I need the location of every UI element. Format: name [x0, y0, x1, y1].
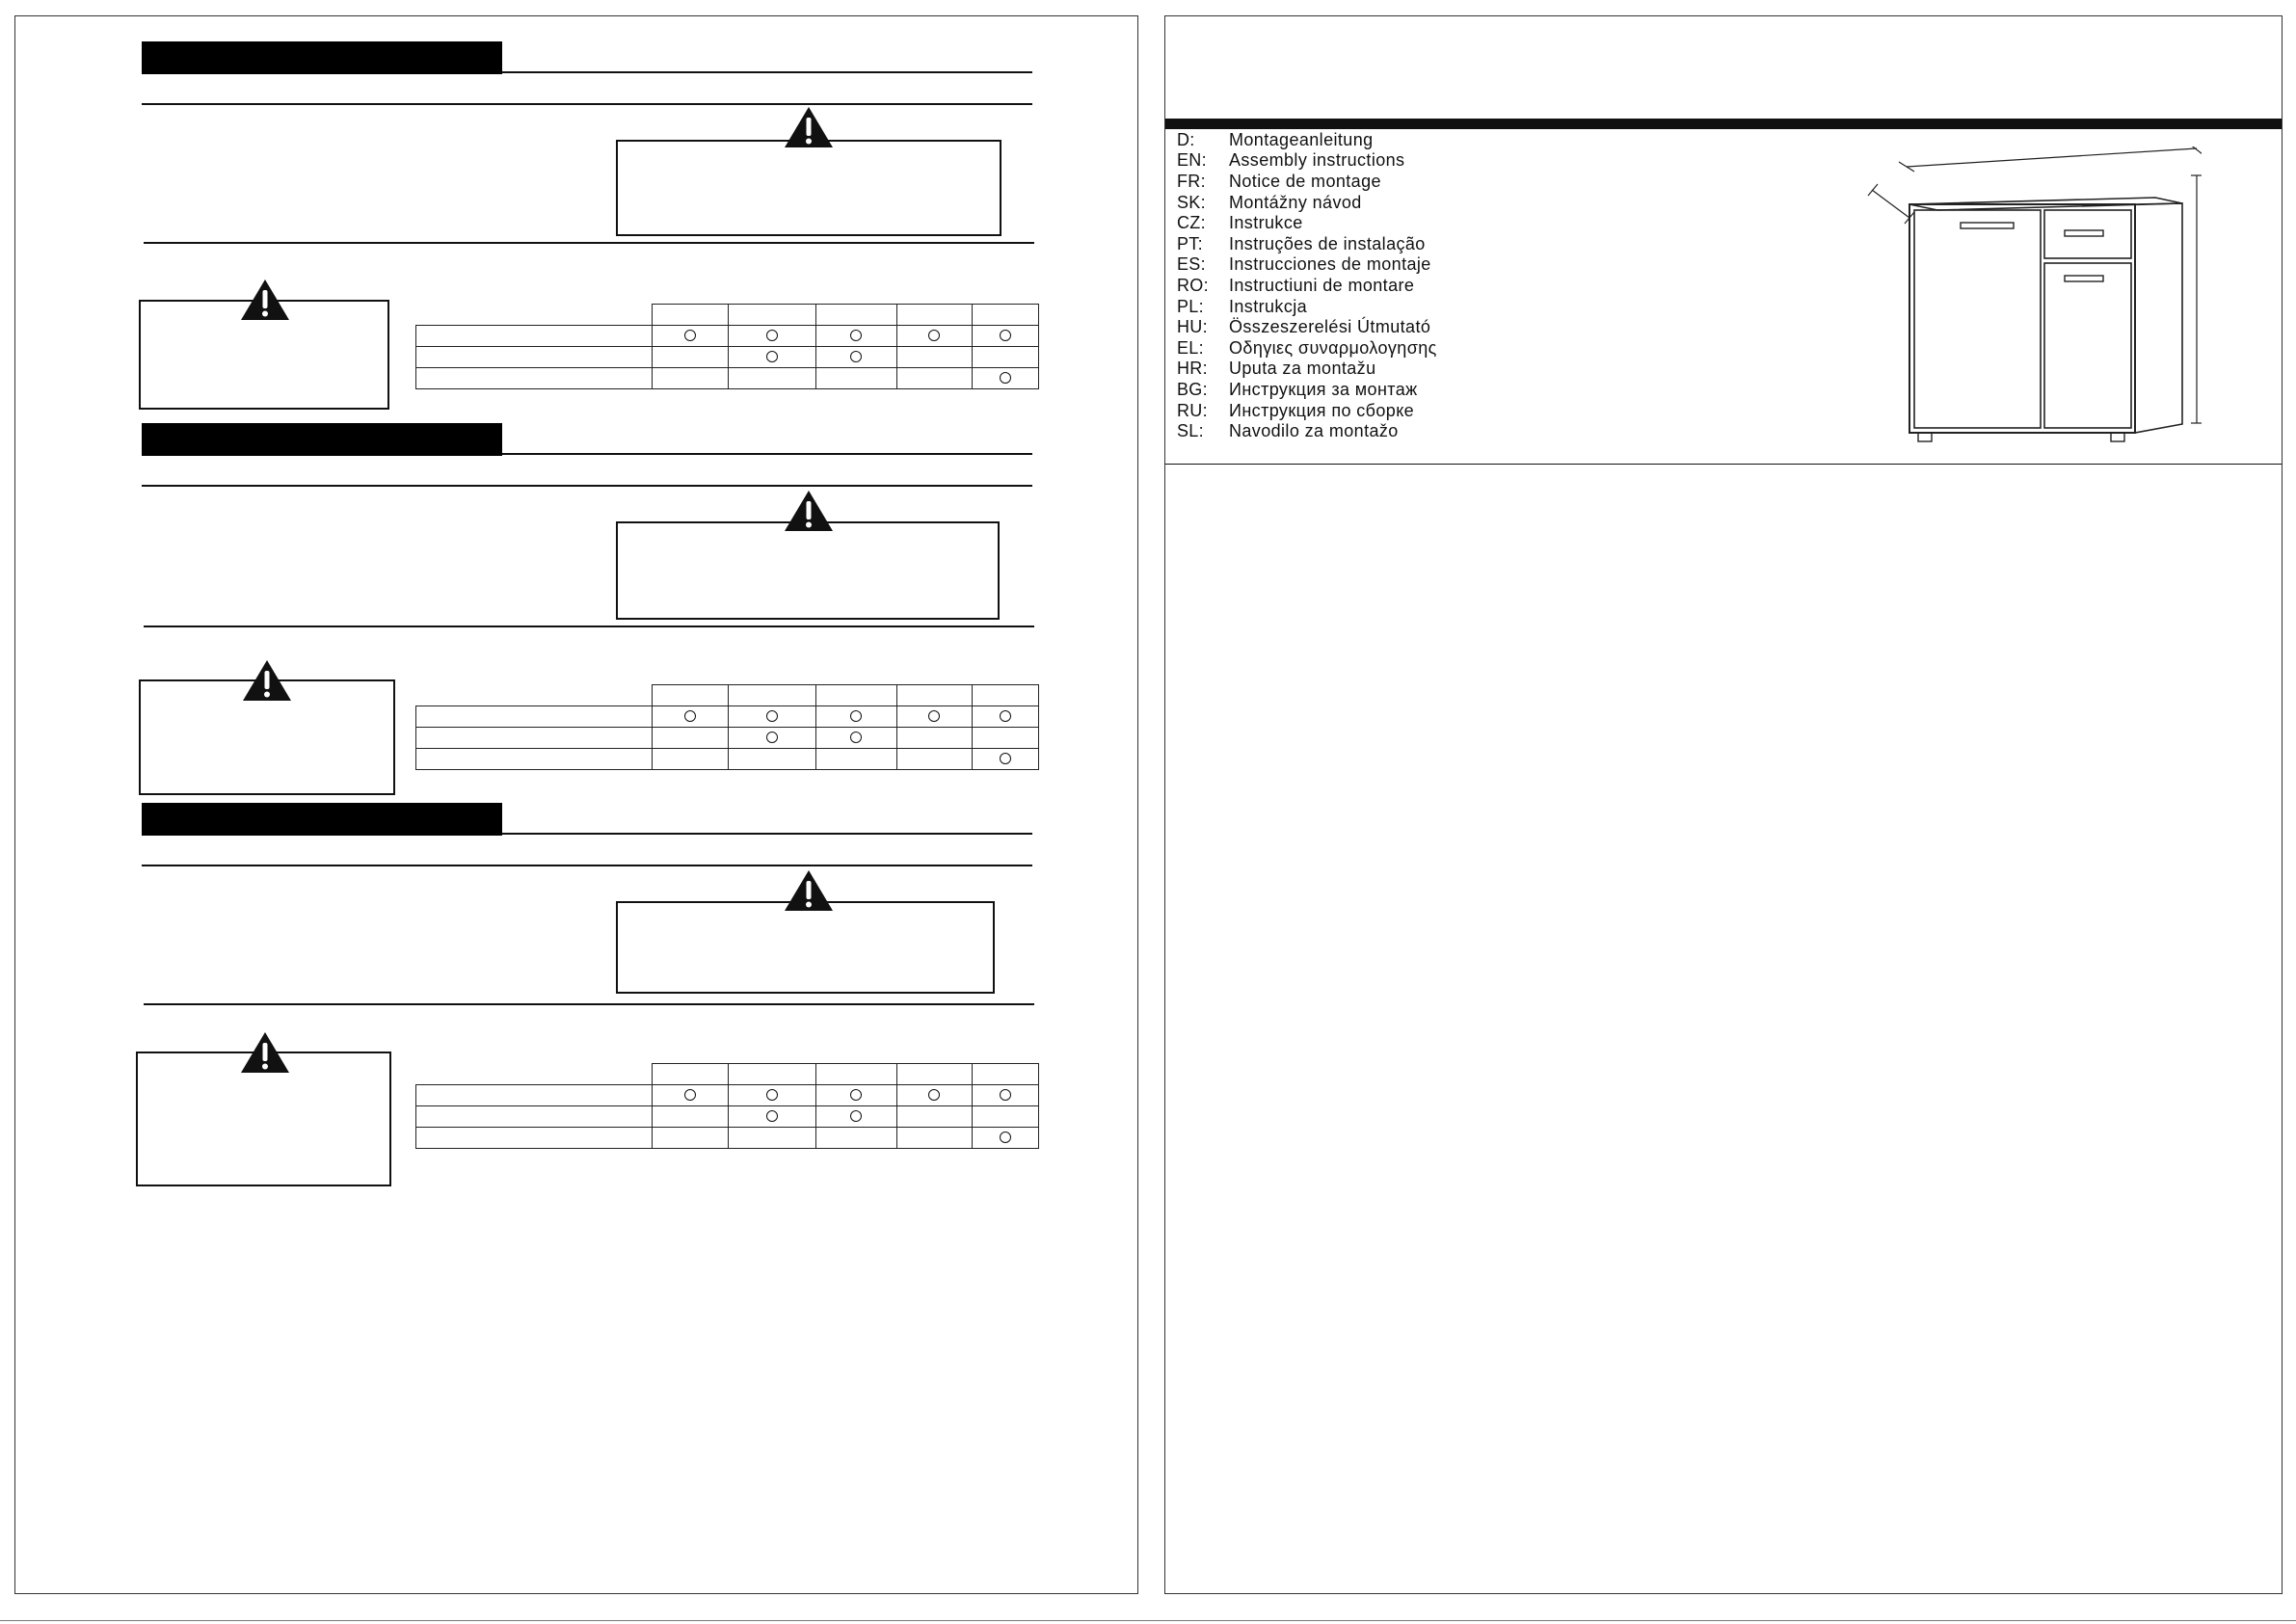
table-cell [729, 1128, 816, 1149]
row-label [416, 368, 653, 389]
language-title: Uputa za montažu [1229, 359, 1376, 379]
list-item [1177, 171, 1437, 192]
warning-triangle-icon [239, 1030, 291, 1075]
table-col-header [652, 685, 728, 706]
row-label [416, 1128, 653, 1149]
cabinet-illustration [1855, 146, 2202, 445]
table-row [416, 368, 1039, 389]
language-code: HU: [1177, 317, 1208, 337]
language-code: BG: [1177, 379, 1208, 399]
warning-box [616, 140, 1001, 236]
footer-rule [0, 1620, 2296, 1621]
table-col-header [729, 1064, 816, 1085]
table-col-header [972, 305, 1038, 326]
table-cell [972, 1085, 1038, 1106]
table-col-header [652, 305, 728, 326]
title-underline [502, 71, 1032, 73]
language-code: SL: [1177, 421, 1204, 441]
language-code: HR: [1177, 359, 1208, 379]
language-title: Οδηγιες συναρμολογησης [1229, 337, 1437, 358]
list-item [1177, 316, 1437, 337]
header-bar [1165, 119, 2282, 129]
table-row [416, 1085, 1039, 1106]
title-underline [502, 453, 1032, 455]
warning-box [616, 521, 1000, 620]
table-row [416, 728, 1039, 749]
circle-mark-icon [1000, 372, 1011, 384]
table-cell [815, 749, 897, 770]
section-divider [142, 485, 1032, 487]
section-divider [142, 103, 1032, 105]
circle-mark-icon [1000, 710, 1011, 722]
table-cell [815, 1085, 897, 1106]
table-cell [729, 368, 816, 389]
warning-triangle-icon [241, 658, 293, 703]
language-title: Notice de montage [1229, 171, 1381, 191]
language-code: RU: [1177, 400, 1208, 420]
language-title: Navodilo za montažo [1229, 421, 1399, 441]
table-cell [972, 706, 1038, 728]
circle-mark-icon [1000, 753, 1011, 764]
table-cell [897, 1128, 972, 1149]
table-cell [652, 706, 728, 728]
circle-mark-icon [766, 732, 778, 743]
list-item [1177, 129, 1437, 150]
warning-triangle-icon [783, 105, 835, 149]
list-item [1177, 359, 1437, 380]
list-item [1177, 296, 1437, 317]
header-divider [1165, 464, 2282, 465]
row-label [416, 347, 653, 368]
table-cell [972, 728, 1038, 749]
section-title-bar [142, 41, 502, 74]
table-cell [972, 326, 1038, 347]
circle-mark-icon [1000, 1089, 1011, 1101]
table-row [416, 749, 1039, 770]
circle-mark-icon [684, 710, 696, 722]
circle-mark-icon [1000, 330, 1011, 341]
row-label [416, 1106, 653, 1128]
circle-mark-icon [928, 1089, 940, 1101]
section-divider [142, 865, 1032, 866]
table-corner [416, 1064, 653, 1085]
language-title: Montageanleitung [1229, 129, 1374, 149]
table-cell [815, 728, 897, 749]
table-col-header [652, 1064, 728, 1085]
table-cell [652, 347, 728, 368]
table-cell [652, 728, 728, 749]
section-title-bar [142, 423, 502, 456]
table-row [416, 1106, 1039, 1128]
circle-mark-icon [850, 1110, 862, 1122]
table-col-header [729, 685, 816, 706]
table-cell [815, 326, 897, 347]
language-title: Instruções de instalação [1229, 233, 1426, 253]
table-cell [652, 749, 728, 770]
language-title: Montážny návod [1229, 192, 1362, 212]
table-header-row [416, 305, 1039, 326]
table-col-header [897, 685, 972, 706]
table-cell [897, 728, 972, 749]
table-cell [729, 749, 816, 770]
section-3 [15, 778, 1137, 1221]
language-code: EN: [1177, 150, 1207, 171]
table-cell [897, 706, 972, 728]
language-code: PT: [1177, 233, 1203, 253]
language-code: PL: [1177, 296, 1204, 316]
table-header-row [416, 1064, 1039, 1085]
table-cell [652, 1128, 728, 1149]
table-cell [897, 1085, 972, 1106]
table-cell [652, 368, 728, 389]
table-cell [972, 347, 1038, 368]
title-underline [502, 833, 1032, 835]
table-corner [416, 685, 653, 706]
circle-mark-icon [766, 1110, 778, 1122]
table-col-header [729, 305, 816, 326]
row-label [416, 1085, 653, 1106]
list-item [1177, 275, 1437, 296]
warning-triangle-icon [783, 489, 835, 533]
language-title: Instrucciones de montaje [1229, 254, 1431, 275]
circle-mark-icon [766, 1089, 778, 1101]
circle-mark-icon [850, 351, 862, 362]
table-cell [652, 326, 728, 347]
table-cell [897, 749, 972, 770]
list-item [1177, 400, 1437, 421]
warning-triangle-icon [783, 868, 835, 913]
table-cell [729, 326, 816, 347]
section-divider [144, 1003, 1034, 1005]
circle-mark-icon [850, 330, 862, 341]
table-header-row [416, 685, 1039, 706]
circle-mark-icon [1000, 1131, 1011, 1143]
row-label [416, 706, 653, 728]
table-cell [897, 326, 972, 347]
language-code: ES: [1177, 254, 1206, 275]
table-cell [815, 706, 897, 728]
language-code: EL: [1177, 337, 1204, 358]
table-row [416, 706, 1039, 728]
table-row [416, 326, 1039, 347]
language-title: Инструкция за монтаж [1229, 379, 1418, 399]
circle-mark-icon [928, 330, 940, 341]
table-cell [729, 1106, 816, 1128]
language-title: Instructiuni de montare [1229, 275, 1415, 295]
table-col-header [815, 1064, 897, 1085]
circle-mark-icon [850, 1089, 862, 1101]
compatibility-table [415, 1063, 1039, 1149]
language-title: Instrukce [1229, 213, 1303, 233]
section-divider [144, 242, 1034, 244]
circle-mark-icon [850, 710, 862, 722]
circle-mark-icon [766, 351, 778, 362]
row-label [416, 326, 653, 347]
circle-mark-icon [850, 732, 862, 743]
list-item [1177, 254, 1437, 276]
list-item [1177, 212, 1437, 233]
circle-mark-icon [766, 710, 778, 722]
circle-mark-icon [684, 330, 696, 341]
right-page [1164, 15, 2283, 1594]
section-2 [15, 398, 1137, 784]
table-col-header [897, 305, 972, 326]
table-col-header [815, 685, 897, 706]
section-1 [15, 16, 1137, 402]
warning-triangle-icon [239, 278, 291, 322]
table-cell [897, 368, 972, 389]
language-list [1177, 129, 1437, 441]
table-cell [972, 1106, 1038, 1128]
table-cell [815, 1128, 897, 1149]
table-cell [729, 706, 816, 728]
table-row [416, 347, 1039, 368]
table-cell [815, 1106, 897, 1128]
table-row [416, 1128, 1039, 1149]
table-col-header [972, 1064, 1038, 1085]
table-cell [897, 347, 972, 368]
list-item [1177, 379, 1437, 400]
circle-mark-icon [766, 330, 778, 341]
table-cell [897, 1106, 972, 1128]
language-code: D: [1177, 129, 1195, 149]
table-cell [652, 1085, 728, 1106]
table-cell [972, 749, 1038, 770]
circle-mark-icon [684, 1089, 696, 1101]
compatibility-table [415, 304, 1039, 389]
language-title: Összeszerelési Útmutató [1229, 317, 1431, 337]
warning-box [616, 901, 995, 994]
list-item [1177, 192, 1437, 213]
row-label [416, 728, 653, 749]
language-code: SK: [1177, 192, 1206, 212]
table-corner [416, 305, 653, 326]
section-divider [144, 626, 1034, 627]
compatibility-table [415, 684, 1039, 770]
table-cell [815, 347, 897, 368]
table-cell [729, 1085, 816, 1106]
list-item [1177, 420, 1437, 441]
language-title: Instrukcja [1229, 296, 1308, 316]
list-item [1177, 150, 1437, 172]
table-cell [652, 1106, 728, 1128]
language-code: FR: [1177, 171, 1206, 191]
table-cell [972, 368, 1038, 389]
table-cell [729, 347, 816, 368]
table-cell [815, 368, 897, 389]
table-cell [972, 1128, 1038, 1149]
row-label [416, 749, 653, 770]
table-col-header [897, 1064, 972, 1085]
circle-mark-icon [928, 710, 940, 722]
table-cell [729, 728, 816, 749]
table-col-header [972, 685, 1038, 706]
left-page [14, 15, 1138, 1594]
language-code: RO: [1177, 275, 1209, 295]
list-item [1177, 233, 1437, 254]
language-title: Assembly instructions [1229, 150, 1405, 171]
table-col-header [815, 305, 897, 326]
language-title: Инструкция по сборке [1229, 400, 1415, 420]
list-item [1177, 337, 1437, 359]
language-code: CZ: [1177, 213, 1206, 233]
section-title-bar [142, 803, 502, 836]
